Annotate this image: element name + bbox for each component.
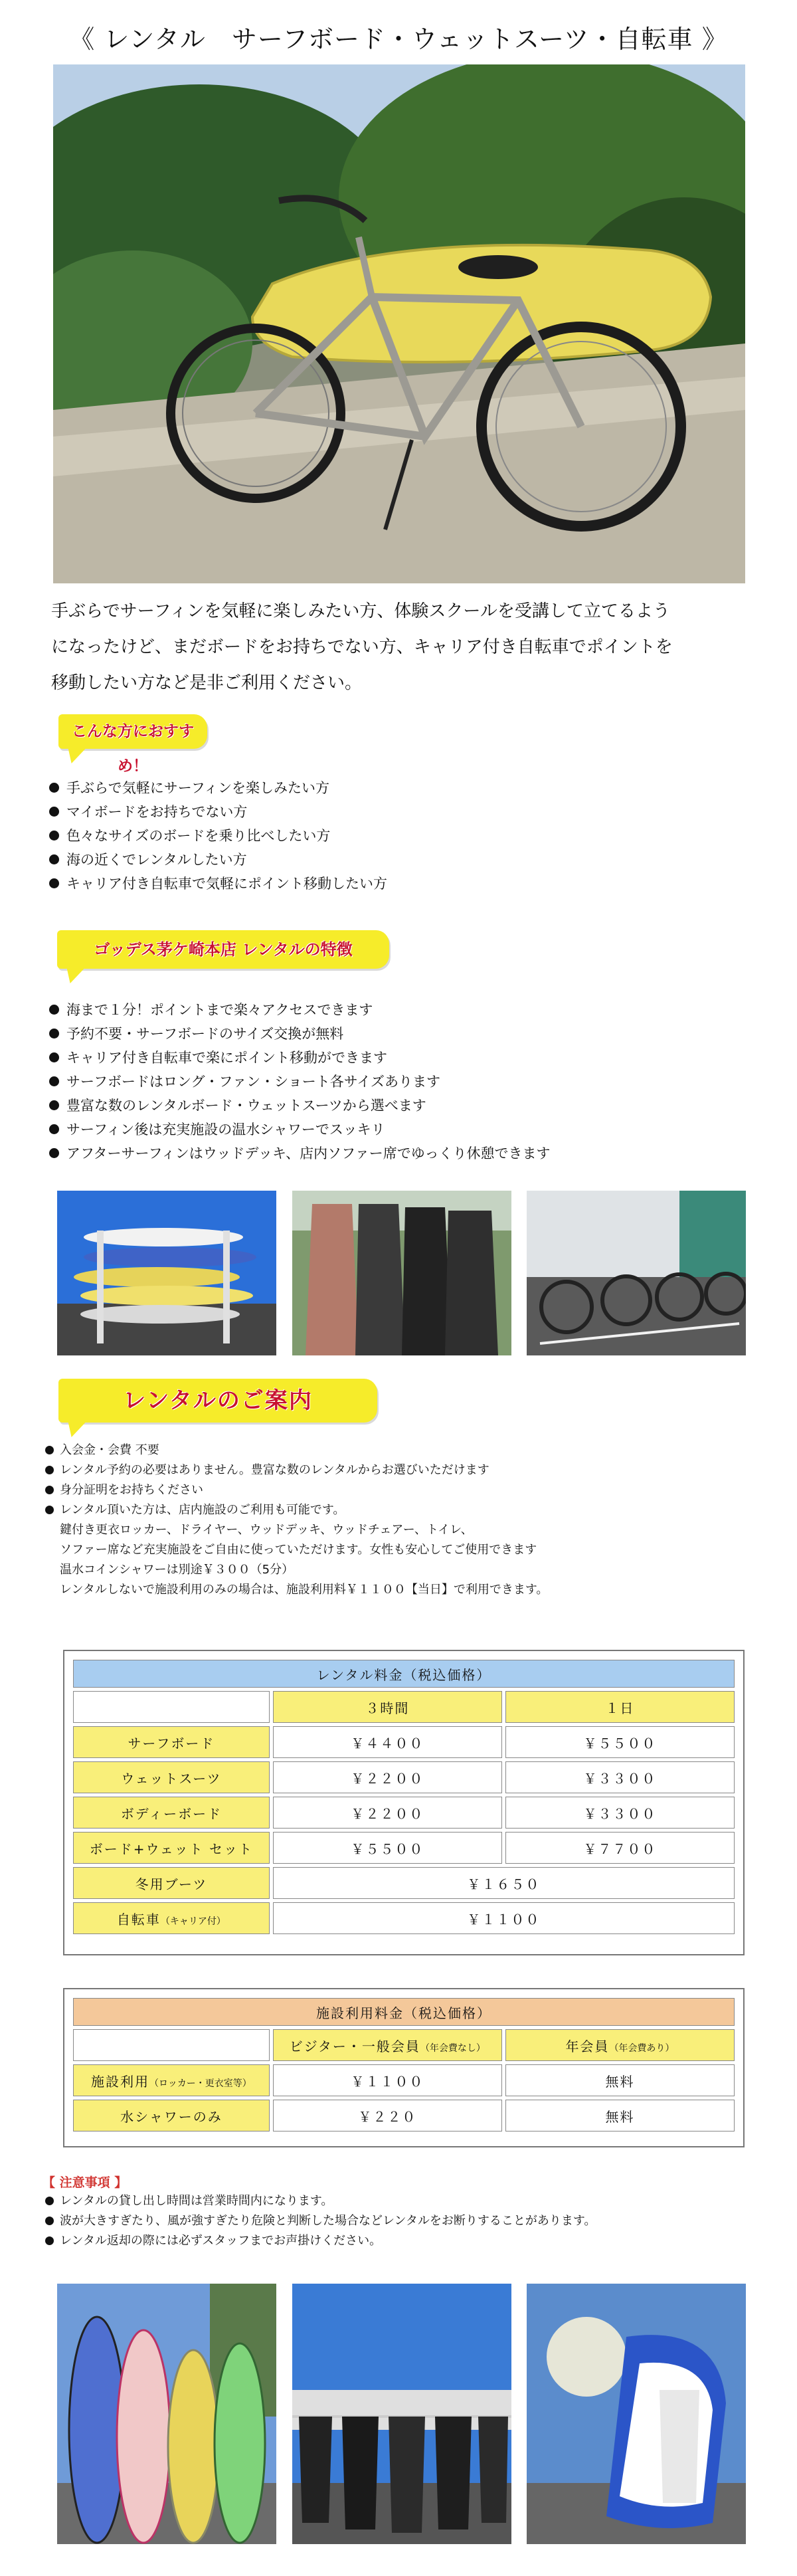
rental-price-table — [63, 1650, 745, 1955]
row-label: サーフボード — [73, 1726, 270, 1758]
list-item: 海の近くでレンタルしたい方 — [48, 848, 387, 872]
list-subline: 鍵付き更衣ロッカー、ドライヤー、ウッドデッキ、ウッドチェアー、トイレ、 — [60, 1523, 473, 1537]
bicycles-photo — [527, 1191, 746, 1355]
list-subline: レンタルしないで施設利用のみの場合は、施設利用料￥１１００【当日】で利用できます。 — [60, 1583, 549, 1597]
price-cell: 無料 — [505, 2064, 735, 2096]
row-label: 冬用ブーツ — [73, 1867, 270, 1899]
list-item: 波が大きすぎたり、風が強すぎたり危険と判断した場合などレンタルをお断りすることがあります。 — [44, 2211, 596, 2231]
facility-price-table — [63, 1988, 745, 2147]
price-cell: ￥４４００ — [273, 1726, 502, 1758]
col-header-3h: ３時間 — [273, 1691, 502, 1723]
row-label-note: （キャリア付） — [160, 1916, 226, 1927]
price-cell: ￥２２００ — [273, 1797, 502, 1829]
price-cell: ￥２２０ — [273, 2100, 502, 2131]
price-cell: ￥２２００ — [273, 1761, 502, 1793]
hero-bicycle-photo — [53, 64, 745, 583]
guide-badge — [58, 1379, 377, 1423]
price-cell: ￥５５００ — [273, 1832, 502, 1864]
table-row — [73, 1726, 735, 1758]
list-subline: ソファー席など充実施設をご自由に使っていただけます。女性も安心してご使用できます — [60, 1543, 537, 1557]
row-label: 水シャワーのみ — [73, 2100, 270, 2131]
col-header-text: 年会員 — [565, 2038, 610, 2054]
row-label-text: 自転車 — [116, 1911, 161, 1928]
price-cell: ￥７７００ — [505, 1832, 735, 1864]
list-item: サーフィン後は充実施設の温水シャワーでスッキリ — [48, 1118, 551, 1141]
list-item: レンタルの貸し出し時間は営業時間内になります。 — [44, 2191, 596, 2211]
price-cell: ￥３３００ — [505, 1797, 735, 1829]
price-cell: ￥１１００ — [273, 1902, 735, 1934]
col-header-note: （年会費なし） — [420, 2042, 486, 2054]
price-cell: ￥３３００ — [505, 1761, 735, 1793]
wetsuits-photo — [292, 1191, 511, 1355]
notes-list — [44, 2191, 596, 2251]
table-row — [73, 1761, 735, 1793]
guide-list — [44, 1440, 548, 1600]
list-item: 入会金・会費 不要 — [44, 1440, 548, 1460]
empty-corner-cell — [73, 1691, 270, 1723]
price-cell: 無料 — [505, 2100, 735, 2131]
col-header-note: （年会費あり） — [609, 2042, 675, 2054]
col-header-visitor — [273, 2029, 502, 2061]
intro-line: 移動したい方など是非ご利用ください。 — [51, 673, 363, 693]
features-badge — [57, 930, 389, 969]
recommend-list — [48, 776, 387, 896]
col-header-member — [505, 2029, 735, 2061]
price-cell: ￥５５００ — [505, 1726, 735, 1758]
list-item: レンタル頂いた方は、店内施設のご利用も可能です。 — [44, 1500, 548, 1520]
list-item: 豊富な数のレンタルボード・ウェットスーツから選べます — [48, 1094, 551, 1118]
row-label — [73, 2064, 270, 2096]
recommend-badge-label: こんな方におすすめ！ — [71, 723, 195, 775]
intro-line: 手ぶらでサーフィンを気軽に楽しみたい方、体験スクールを受講して立てるよう — [51, 601, 670, 621]
features-list — [48, 998, 551, 1165]
empty-corner-cell — [73, 2029, 270, 2061]
table-row — [73, 2100, 735, 2131]
list-item: マイボードをお持ちでない方 — [48, 800, 387, 824]
guide-badge-label: レンタルのご案内 — [123, 1387, 313, 1414]
table-row — [73, 1867, 735, 1899]
notes-title: 【 注意事項 】 — [43, 2175, 128, 2190]
list-item: 色々なサイズのボードを乗り比べしたい方 — [48, 824, 387, 848]
list-item: 海まで１分！ポイントまで楽々アクセスできます — [48, 998, 551, 1022]
price-cell: ￥１１００ — [273, 2064, 502, 2096]
col-header-text: ビジター・一般会員 — [289, 2038, 420, 2054]
row-label-note: （ロッカー・更衣室等） — [149, 2078, 252, 2089]
table-row — [73, 2064, 735, 2096]
bodyboards-photo — [527, 2284, 746, 2544]
intro-text — [51, 593, 749, 701]
recommend-badge — [58, 714, 207, 775]
list-item: キャリア付き自転車で気軽にポイント移動したい方 — [48, 872, 387, 896]
row-label: ボード+ウェット セット — [73, 1832, 270, 1864]
list-item: レンタル予約の必要はありません。豊富な数のレンタルからお選びいただけます — [44, 1460, 548, 1480]
features-badge-label: ゴッデス茅ケ崎本店 レンタルの特徴 — [94, 940, 353, 959]
list-item: サーフボードはロング・ファン・ショート各サイズあります — [48, 1070, 551, 1094]
row-label — [73, 1902, 270, 1934]
list-item: 身分証明をお持ちください — [44, 1480, 548, 1500]
col-header-1d: １日 — [505, 1691, 735, 1723]
table-row — [73, 1902, 735, 1934]
facility-table-caption: 施設利用料金（税込価格） — [73, 1998, 735, 2026]
row-label-text: 施設利用 — [91, 2073, 150, 2090]
row-label: ウェットスーツ — [73, 1761, 270, 1793]
list-item: 予約不要・サーフボードのサイズ交換が無料 — [48, 1022, 551, 1046]
list-item: 手ぶらで気軽にサーフィンを楽しみたい方 — [48, 776, 387, 800]
price-cell: ￥１６５０ — [273, 1867, 735, 1899]
soft-surfboards-photo — [57, 2284, 276, 2544]
wetsuits-drying-photo — [292, 2284, 511, 2544]
rental-table-caption: レンタル料金（税込価格） — [73, 1660, 735, 1688]
surfboard-rack-photo — [57, 1191, 276, 1355]
list-item: キャリア付き自転車で楽にポイント移動ができます — [48, 1046, 551, 1070]
page-title: 《 レンタル サーフボード・ウェットスーツ・自転車 》 — [69, 25, 728, 54]
row-label: ボディーボード — [73, 1797, 270, 1829]
list-item: レンタル返却の際には必ずスタッフまでお声掛けください。 — [44, 2231, 596, 2251]
list-subline: 温水コインシャワーは別途￥３００（5分） — [60, 1563, 294, 1577]
intro-line: になったけど、まだボードをお持ちでない方、キャリア付き自転車でポイントを — [51, 637, 673, 657]
list-item: アフターサーフィンはウッドデッキ、店内ソファー席でゆっくり休憩できます — [48, 1141, 551, 1165]
table-row — [73, 1832, 735, 1864]
table-row — [73, 1797, 735, 1829]
